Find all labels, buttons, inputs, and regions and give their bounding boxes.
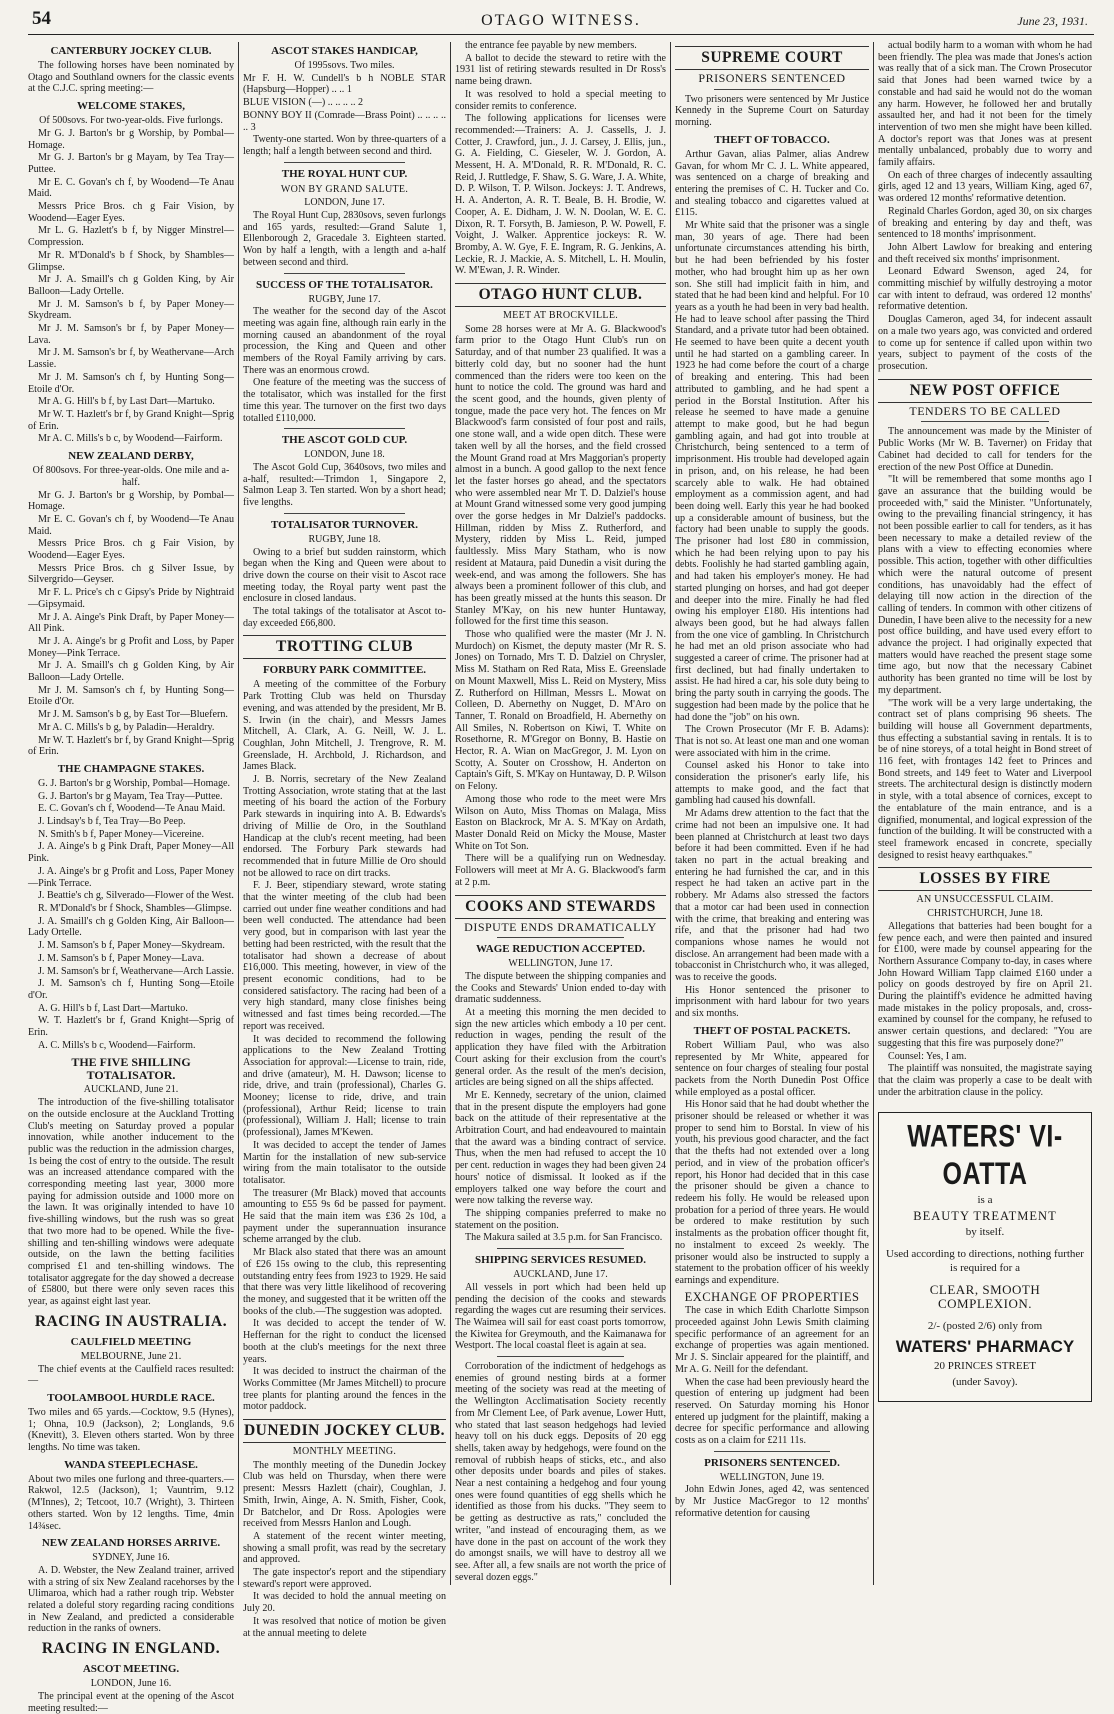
paragraph: Some 28 horses were at Mr A. G. Blackwood's farm prior to the Otago Hunt Club's run on Saturday, and of that number 23 qualified. It was a bitterly cold day, but no sooner had the hunt commenced than the riders were too keen on the hunt to notice the cold. The ground was hard and the scent good, and the hounds, given plenty of tongue, made the pace very hot. The fences on Mr Blackwood's farm consisted of four post and rails, one stone wall, and a wide open ditch. These were taken well by all the horses, and the field crossed the Mount Grand road at Mrs Maggorian's property almost in a bunch. A good gallop to the next fence let the faster horses go ahead, and the spectators who were assembled near Mr T. D. Dalziel's house at Mount Grand witnessed some very good jumping over the gorse hedges in Mr Dalziel's paddocks. Hillman, ridden by Miss Z. Rutherford, and Mystery, ridden by Miss L. Reid, jumped faultlessly. Miss Mary Statham, who is now resident at Mataura, paid Dunedin a visit during the week-end, and was among the followers. She has always been a prominent follower of this club, and has been greatly missed at the hunts this season. Dr Stanley M'Kay, on his new hunter Huntaway, followed for the first time this season. xyxy=(455,323,666,628)
paragraph: His Honor said that he had doubt whether the prisoner should be released or whether it was proper to send him to Borstal. In view of his youth, his previous good character, and the fact that the thefts had not extended over a long period, and in view of the probation officer's report, his Honor had decided that in this case the prisoner should be given a chance to redeem his folly. He would be released upon probation for a period of three years. He would be ordered to make restitution by such instalments as the probation officer thought fit, no instalment to exceed 2s weekly. The prisoner would also be instructed to supply a statement to the probation officer of his weekly earnings and expenditure. xyxy=(675,1099,869,1286)
ad-line: BEAUTY TREATMENT xyxy=(913,1209,1057,1224)
entry-item: Mr G. J. Barton's br g Worship, by Pombal—Homage. xyxy=(28,489,234,513)
divider xyxy=(921,421,1049,422)
theft-postal-article xyxy=(675,1040,869,1287)
paragraph: F. J. Beer, stipendiary steward, wrote stating that the winter meeting of the club had been carried out under fine weather conditions and had been well conducted. The attendance had been very good, but in comparison with last year the betting had been restricted, with the result that the totalisator had shown a decrease of about £16,000. This meeting, however, in view of the present economic conditions, had to be considered satisfactory. The racing had been of a very high standard, many close finishes being witnessed and fast times being recorded.—The report was received. xyxy=(243,880,446,1032)
post-office-article xyxy=(878,426,1092,861)
ad-line: is a xyxy=(977,1194,993,1207)
issue-date: June 23, 1931. xyxy=(1017,14,1088,28)
column-5 xyxy=(878,40,1092,1587)
dateline: AUCKLAND, June 17. xyxy=(513,1269,608,1281)
paragraph: The plaintiff was nonsuited, the magistrate saying that the claim was properly a case to be dealt with under the arbitration clause in the policy. xyxy=(878,1063,1092,1098)
dateline: CHRISTCHURCH, June 18. xyxy=(927,908,1043,920)
otago-hunt-heading: OTAGO HUNT CLUB. xyxy=(478,286,643,304)
ad-line: CLEAR, SMOOTH COMPLEXION. xyxy=(929,1282,1041,1312)
paragraph: Robert William Paul, who was also represented by Mr White, appeared for sentence on four charges of stealing four postal packets from the North Dunedin Post Office while employed as a postal officer. xyxy=(675,1039,869,1098)
divider xyxy=(497,937,624,938)
page-number: 54 xyxy=(32,8,51,29)
theft-postal-heading: THEFT OF POSTAL PACKETS. xyxy=(693,1024,851,1037)
entry-item: E. C. Govan's ch f, Woodend—Te Anau Maid. xyxy=(38,803,226,815)
dunedin-continued xyxy=(455,40,666,277)
divider xyxy=(497,1356,624,1357)
theft-tobacco-heading: THEFT OF TOBACCO. xyxy=(714,133,830,146)
paragraph: It was decided to instruct the chairman of the Works Committee (Mr James Mitchell) to procure tree plants for planting around the fences in the motor paddock. xyxy=(243,1366,446,1413)
entry-item: J. Lindsay's b f, Tea Tray—Bo Peep. xyxy=(38,816,186,828)
column-3 xyxy=(455,40,666,1587)
entry-item: Mr G. J. Barton's br g Worship, by Pombal—Homage. xyxy=(28,127,234,151)
entry-item: Mr J. M. Samson's b g, by East Tor—Bluefern. xyxy=(38,709,228,721)
cjc-intro: The following horses have been nominated by Otago and Southland owners for the classic events at the C.J.C. spring meeting:— xyxy=(28,60,234,95)
entry-item: Mr A. G. Hill's b f, by Last Dart—Martuko. xyxy=(38,396,215,408)
paragraph: It was decided to recommend the following applications to the New Zealand Trotting Association for approval:—License to train, ride, and drive (amateur), M. H. Dawson; license to ride, drive, and train (professional), Charles G. Mooney; license to ride, drive, and train (professional), Arthur Reid; license to train (professional), William J. Hall; license to train (professional), James M'Kewen. xyxy=(243,1033,446,1139)
entry-item: Mr J. M. Samson's ch f, by Hunting Song—Etoile d'Or. xyxy=(28,371,234,395)
entry-item: Mr E. C. Govan's ch f, by Woodend—Te Anau Maid. xyxy=(28,513,234,537)
paragraph: Those who qualified were the master (Mr J. N. Murdoch) on Kismet, the deputy master (Mr R. S. Jones) on Tornado, Mrs T. D. Dalziel on Chrysler, Miss M. Statham on Red Rata, Miss E. Greenslade on Mount Maxwell, Miss L. Reid on Mystery, Miss Z. Rutherford on Hillman, Messrs L. Mowat on Colleen, D. Abernethy on Nugget, D. M'Aro on Tanner, T. Ronald on Broadfield, H. Abernethy on All Smiles, N. Robertson on Kiwi, T. White on Rosethorne, R. M'Gregor on Bonny, B. Hastie on Hector, R. A. Wian on MacGregor, J. M. Lyon on Scotty, A. Souter on Crosshow, H. Anderton on Captain's Gift, S. M'Kay on Huntaway, D. P. Wilson on Felony. xyxy=(455,629,666,793)
paragraph: A ballot to decide the steward to retire with the 1931 list of retiring stewards resulted in Dr Ross's name being drawn. xyxy=(455,52,666,88)
paragraph: The following applications for licenses were recommended:—Trainers: A. J. Cassells, J. J. Cotter, J. Crawford, jun., J. J. Carsey, J. Ellis, jun., G. A. Fielding, C. Gieseler, W. J. Gordon, A. Messent, H. A. M'Donald, R. R. M'Donald, R. C. Reid, J. Ruttledge, F. Shaw, S. G. Ware, J. A. White, D. P. Wilson, T. P. Wilson. Jockeys: J. T. Andrews, H. A. Anderton, A. R. T. Beale, B. H. Brodie, W. Cooper, A. E. Didham, J. W. N. Doolan, W. E. C. Dixon, R. T. Forsyth, B. Jamieson, P. W. Powell, F. Voight, J. Walker. Apprentice jockeys: R. W. Bromby, A. W. Gye, F. E. Ingram, R. G. Jenkins, A. Leckie, R. J. Mackie, A. S. Mitchell, L. H. Moulin, W. M'Ewan, J. R. Winder. xyxy=(455,113,666,277)
hunt-cup-article: The Royal Hunt Cup, 2830sovs, seven furlongs and 165 yards, resulted:—Grand Salute 1, Ellenborough 2, Gracedale 3. Eighteen started. Won by half a length, with a length and a-half between second and third. xyxy=(243,210,446,268)
ascot-stakes-desc: Of 1995sovs. Two miles. xyxy=(294,60,395,71)
totalisator-article: The introduction of the five-shilling totalisator on the outside enclosure at the Auckland Trotting Club's meeting on Saturday proved a popular innovation, while another inducement to the public was the reduction in the admission charges, 1s being the cost of entry to the outside. The result was an increased attendance compared with the corresponding meeting last year, 3000 more paying for admission outside and 1000 more on the lawn. It was originally intended to have 10 five-shilling windows, but the rush was so great that two more had to be opened. While the five-shilling and ten-shilling windows were adequate outside, on the lawn the betting facilities comprised £1 and ten-shilling windows. The totalisator aggregate for the day showed a decrease of £5800, but there were only seven races this year, as against eight last year. xyxy=(28,1097,234,1308)
gold-cup-heading: THE ASCOT GOLD CUP. xyxy=(281,434,408,447)
divider xyxy=(497,1248,624,1249)
forbury-heading: FORBURY PARK COMMITTEE. xyxy=(262,664,427,677)
forbury-article xyxy=(243,679,446,1413)
entry-item: J. A. Smaill's ch g Golden King, Air Balloon—Lady Ortelle. xyxy=(28,915,234,939)
paragraph: His Honor sentenced the prisoner to imprisonment with hard labour for two years and six months. xyxy=(675,984,869,1020)
entry-item: Mr J. M. Samson's ch f, by Hunting Song—Etoile d'Or. xyxy=(28,684,234,708)
paragraph: The case in which Edith Charlotte Simpson proceeded against John Lewis Smith claiming specific performance of an agreement for an exchange of properties was again mentioned. Mr J. S. Sinclair appeared for the plaintiff, and Mr A. G. Neill for the defendant. xyxy=(675,1305,869,1375)
dunedin-jockey-heading: DUNEDIN JOCKEY CLUB. xyxy=(243,1422,446,1440)
entry-item: Mr J. A. Ainge's Pink Draft, by Paper Money—All Pink. xyxy=(28,611,234,635)
exchange-article xyxy=(675,1305,869,1446)
paragraph: actual bodily harm to a woman with whom he had been friendly. The plea was made that Jones's action was really that of a sick man. The Crown Prosecutor said that Jones had been warned twice by a constable and had said he would not do the woman any harm. However, he followed her and brutally assaulted her, and had it not been for the timely intervention of two men she might have been killed. A doctor's report was that Jones was at present mentally unbalanced, probably due to worry and family affairs. xyxy=(878,40,1092,169)
dateline: MELBOURNE, June 21. xyxy=(80,1350,182,1362)
entry-item: J. M. Samson's br f, Weathervane—Arch Lassie. xyxy=(38,965,234,977)
paragraph: John Albert Lawlow for breaking and entering and theft received six months' imprisonment. xyxy=(878,241,1092,265)
dunedin-subheading: MONTHLY MEETING. xyxy=(292,1446,397,1458)
shipping-heading: SHIPPING SERVICES RESUMED. xyxy=(474,1254,647,1267)
waters-vioatta-advertisement xyxy=(878,1112,1092,1402)
paragraph: Mr E. Kennedy, secretary of the union, claimed that in the present dispute the employers had gone back on the attitude of their representative at the Arbitration Court, and had endeavoured to maintain that the award was a binding contract of service. Thus, when the men had refused to accept the 10 per cent. reduction in wages they had been given 24 hours' notice of dismissal. It looked as if the employers talked one way before the court and were now talking the reverse way. xyxy=(455,1089,666,1207)
ascot-meeting-heading: ASCOT MEETING. xyxy=(82,1663,180,1676)
paragraph: Leonard Edward Swenson, aged 24, for committing mischief by wilfully destroying a motor car with intent to defraud, was ordered 12 months' reformative detention. xyxy=(878,266,1092,313)
hedgehog-article: Corroboration of the indictment of hedgehogs as enemies of ground nesting birds at a former meeting of the society was read at the meeting of the Wellington Acclimatisation Society recently from Mr Clement Lee, of Park avenue, Lower Hutt, who stated that last season hedgehogs had levied heavy toll on his duck eggs. Deposits of 20 egg shells, taken away by hedgehogs, were found on the removal of rubbish heaps of sticks, etc., and also other deposits under boards and piles of stakes. Near a nest containing a hedgehog and four young ones were found quantities of egg shells which he identified as those from his ducks. "They seem to be getting as destructive as rats," concluded the writer, "and instead of encouraging them, as we have done in the past on account of the work they do amongst snails, we will have to destroy all we see. After all, a few snails are not worth the price of several dozen eggs." xyxy=(455,1361,666,1583)
cooks-subheading: DISPUTE ENDS DRAMATICALLY xyxy=(464,919,657,934)
paragraph: At a meeting this morning the men decided to sign the new articles which embody a 10 per cent. reduction in wages, pending the result of the application they have filed with the Arbitration Court asking for their exclusion from the court's general order. As the result of the men's decision, articles are being signed on all the ships affected. xyxy=(455,1007,666,1089)
wanda-heading: WANDA STEEPLECHASE. xyxy=(64,1458,198,1471)
paragraph: "It will be remembered that some months ago I gave an assurance that the building would be proceeded with," said the Minister. "Unfortunately, owing to the prevailing financial stringency, it has not been possible earlier to call for tenders, as it has been necessary to make a detailed review of the plans with a view to effecting economies where possible. This action, together with other difficulties which were the natural outcome of present conditions, has unavoidably had the effect of delaying till now action in the direction of the calling of tenders. In common with other citizens of Dunedin, I have been alive to the necessity for a new post office building, and have used every effort to advance the project. I had originally expected that matters would have reached the present stage some time ago, but now that the necessary Cabinet authority has been granted no time will be lost by my department. xyxy=(878,474,1092,696)
paragraph: the entrance fee payable by new members. xyxy=(465,40,637,51)
theft-tobacco-article xyxy=(675,149,869,1020)
post-office-heading: NEW POST OFFICE xyxy=(909,381,1061,399)
supreme-court-heading: SUPREME COURT xyxy=(701,49,843,66)
entry-item: Mr J. A. Ainge's br g Profit and Loss, by Paper Money—Pink Terrace. xyxy=(28,635,234,659)
ad-line: by itself. xyxy=(965,1226,1005,1239)
toolambool-result: Two miles and 65 yards.—Cocktow, 9.5 (Hynes), 1; Ohna, 10.9 (Jackson), 2; Longlands, 9.6 (Knevitt), 3. Eleven others started. Won by three lengths. No time was taken. xyxy=(28,1406,234,1454)
welcome-stakes-entries xyxy=(28,128,234,445)
entry-item: G. J. Barton's br g Worship, Pombal—Homage. xyxy=(38,777,231,789)
divider xyxy=(284,273,406,274)
paragraph: The announcement was made by the Minister of Public Works (Mr W. B. Taverner) on Friday that Cabinet had decided to call for tenders for the erection of the new Post Office at Dunedin. xyxy=(878,426,1092,473)
paragraph: When the case had been previously heard the question of entering up judgment had been reserved. On Saturday morning his Honor entered up judgment for the plaintiff, making a decree for specific performance and allowing costs as on a claim for £211 11s. xyxy=(675,1376,869,1447)
divider xyxy=(714,1451,830,1452)
cjc-heading: CANTERBURY JOCKEY CLUB. xyxy=(50,45,212,57)
result-line: BLUE VISION (—) .. .. .. .. 2 xyxy=(243,97,364,109)
entry-item: Mr J. M. Samson's br f, by Weathervane—Arch Lassie. xyxy=(28,347,234,371)
result-line: Mr F. H. W. Cundell's b h NOBLE STAR (Hapsburg—Hopper) .. .. 1 xyxy=(243,72,446,96)
paragraph: "The work will be a very large undertaking, the contract set of plans comprising 96 sheets. The building will house all Government departments, thus effecting a substantial saving in rentals. It is to be of nine storeys, of a total height in Bond street of 116 feet, with frontages 142 feet to Princes and Bond streets, and 149 feet to Water and Liverpool streets. The architectural design is distinctly modern in style, with a total absence of cornices, except to the entablature of the main entrance, and is a dignified, monumental, and logical expression of the function of the building. It will be constructed with a steel framework encased in concrete, specially designed to resist heavy earthquakes." xyxy=(878,697,1092,861)
wellington-prisoners-heading: PRISONERS SENTENCED. xyxy=(704,1456,840,1469)
entry-item: W. T. Hazlett's br f, Grand Knight—Sprig of Erin. xyxy=(28,1015,234,1039)
nz-horses-article: A. D. Webster, the New Zealand trainer, arrived with a string of six New Zealand racehorses by the Ulimaroa, which had a rather rough trip. Webster related a doleful story regarding racing conditions in New Zealand, and predicted a considerable reduction in the ranks of owners. xyxy=(28,1564,234,1635)
entry-item: R. M'Donald's br f Shock, Shambles—Glimpse. xyxy=(38,903,232,914)
shipping-article: All vessels in port which had been held up pending the decision of the cooks and stewards regarding the wages cut are resuming their services. The Waimea will sail for east coast ports tomorrow, the Kiwitea for Greymouth, and the Kaimanawa for Westport. The local coastal fleet is again at sea. xyxy=(455,1281,666,1352)
ad-line: 2/- (posted 2/6) only from xyxy=(927,1320,1043,1333)
dateline: WELLINGTON, June 19. xyxy=(719,1471,825,1483)
entry-item: Mr F. L. Price's ch c Gipsy's Pride by Nightraid—Gipsymaid. xyxy=(28,587,234,610)
paragraph: Arthur Gavan, alias Palmer, alias Andrew Gavan, for whom Mr C. J. L. White appeared, was sentenced on a charge of breaking and entering the premises of C. H. Tucker and Co. and stealing tobacco and cigarettes valued at £115. xyxy=(675,148,869,219)
entry-item: G. J. Barton's br g Mayam, Tea Tray—Puttee. xyxy=(38,790,223,802)
prisoners-subheading: PRISONERS SENTENCED xyxy=(698,71,846,85)
paragraph: Douglas Cameron, aged 34, for indecent assault on a male two years ago, was convicted and ordered to come up for sentence if called upon within two years, subject to payment of the costs of the prosecution. xyxy=(878,314,1092,372)
exchange-heading: EXCHANGE OF PROPERTIES xyxy=(684,1289,860,1304)
ascot-stakes-heading: ASCOT STAKES HANDICAP, xyxy=(271,45,418,57)
entry-item: Mr J. A. Smaill's ch g Golden King, by Air Balloon—Lady Ortelle. xyxy=(28,274,234,297)
entry-item: A. C. Mills's b c, Woodend—Fairform. xyxy=(38,1039,196,1051)
trotting-club-heading: TROTTING CLUB xyxy=(276,638,413,656)
entry-item: Mr W. T. Hazlett's br f, by Grand Knight—Sprig of Erin. xyxy=(28,408,234,432)
entry-item: Messrs Price Bros. ch g Fair Vision, by Woodend—Eager Eyes. xyxy=(28,538,234,562)
hunt-article xyxy=(455,324,666,889)
dateline: LONDON, June 17. xyxy=(304,197,385,209)
entry-item: J. A. Ainge's b g Pink Draft, Paper Money—All Pink. xyxy=(28,841,234,865)
success-heading: SUCCESS OF THE TOTALISATOR. xyxy=(256,278,433,291)
entry-item: N. Smith's b f, Paper Money—Vicereine. xyxy=(38,828,205,840)
paragraph: Mr Adams drew attention to the fact that the crime had not been an impulsive one. It had been planned at Christchurch at least two days before it had been committed. Even if he had taken no part in the actual breaking and entering he had furnished the car, and in this respect he had taken an active part in the robbery. Mr Adams also stressed the factors that a motor car had been used in connection with the crime, that breaking and entering was rife, and that the prisoner had had two companions whose names he would not disclose. An arrangement had been made with a tobacconist in Christchurch who, it was alleged, was to receive the goods. xyxy=(675,808,869,984)
turnover-paragraph: Owing to a brief but sudden rainstorm, which began when the King and Queen were about to drive down the course on their visit to Ascot race meeting today, the Royal party went past the enclosure in closed landaus. xyxy=(243,546,446,605)
champagne-heading: THE CHAMPAGNE STAKES. xyxy=(57,762,205,775)
hunt-cup-subheading: WON BY GRAND SALUTE. xyxy=(280,183,409,195)
caulfield-intro: The chief events at the Caulfield races resulted:— xyxy=(28,1363,234,1387)
dateline: LONDON, June 16. xyxy=(90,1678,172,1690)
racing-australia-heading: RACING IN AUSTRALIA. xyxy=(34,1312,228,1330)
turnover-heading: TOTALISATOR TURNOVER. xyxy=(271,518,418,531)
hunt-cup-heading: THE ROYAL HUNT CUP. xyxy=(281,167,408,180)
dateline: AUCKLAND, June 21. xyxy=(83,1084,179,1096)
wanda-result: About two miles one furlong and three-quarters.—Rakwol, 12.5 (Jackson), 1; Vauntrim, 9.12 (M'Innes), 2; Tetcoot, 10.7 (Wright), 3. Thirteen others started. Won by 12 lengths. Time, 4min 14¾sec. xyxy=(28,1473,234,1532)
column-1 xyxy=(28,40,234,1714)
welcome-stakes-heading: WELCOME STAKES, xyxy=(77,100,185,113)
caulfield-heading: CAULFIELD MEETING xyxy=(70,1335,192,1348)
entry-item: Mr G. J. Barton's br g Mayam, by Tea Tray—Puttee. xyxy=(28,152,234,175)
derby-heading: NEW ZEALAND DERBY, xyxy=(68,450,194,463)
entry-item: J. M. Samson's b f, Paper Money—Lava. xyxy=(38,952,205,964)
prisoners-continued xyxy=(878,40,1092,373)
column-2 xyxy=(243,40,446,1639)
success-paragraph: One feature of the meeting was the success of the totalisator, which was installed for the first time this year. The turnover on the first two days totalled £110,000. xyxy=(243,377,446,424)
paragraph: The monthly meeting of the Dunedin Jockey Club was held on Thursday, when there were present: Messrs Hazlett (chair), Coughlan, J. Smith, Irwin, Ainge, A. N. Smith, Fisher, Cook, Dr Batchelor, and Dr Ross. Apologies were received from Messrs Hanlon and Lough. xyxy=(243,1459,446,1530)
entry-item: Mr R. M'Donald's b f Shock, by Shambles—Glimpse. xyxy=(28,249,234,273)
court-intro: Two prisoners were sentenced by Mr Justice Kennedy in the Supreme Court on Saturday morning. xyxy=(675,93,869,129)
column-rule xyxy=(873,42,874,1585)
column-rule xyxy=(670,42,671,1585)
gold-cup-article: The Ascot Gold Cup, 3640sovs, two miles and a-half, resulted:—Trimdon 1, Singapore 2, Salmon Leap 3. Ten started. Won by a short head; five lengths. xyxy=(243,461,446,509)
entry-item: Mr J. M. Samson's b f, by Paper Money—Skydream. xyxy=(28,298,234,322)
masthead xyxy=(28,8,1094,35)
dateline: RUGBY, June 17. xyxy=(308,293,381,305)
paragraph: There will be a qualifying run on Wednesday. Followers will meet at Mr A. G. Blackwood's farm at 2 p.m. xyxy=(455,853,666,888)
ascot-meeting-article: The principal event at the opening of the Ascot meeting resulted:— xyxy=(28,1690,234,1714)
champagne-entries xyxy=(28,778,234,1051)
entry-item: Mr A. C. Mills's b g, by Paladin—Heraldry. xyxy=(38,721,215,733)
dateline: WELLINGTON, June 17. xyxy=(508,958,613,970)
paragraph: On each of three charges of indecently assaulting girls, aged 12 and 13 years, William King, aged 67, was ordered 12 months' reformative detention. xyxy=(878,169,1092,205)
dunedin-article xyxy=(243,1460,446,1640)
entry-item: J. A. Ainge's br g Profit and Loss, Paper Money—Pink Terrace. xyxy=(28,865,234,889)
paragraph: A statement of the recent winter meeting, showing a small profit, was read by the secretary and approved. xyxy=(243,1530,446,1566)
paragraph: The dispute between the shipping companies and the Cooks and Stewards' Union ended to-day with dramatic suddenness. xyxy=(455,970,666,1006)
tenders-subheading: TENDERS TO BE CALLED xyxy=(909,403,1061,418)
paragraph: It was resolved that notice of motion be given at the annual meeting to delete xyxy=(243,1615,446,1639)
entry-item: Messrs Price Bros. ch g Fair Vision, by Woodend—Eager Eyes. xyxy=(28,201,234,224)
paragraph: It was resolved to hold a special meeting to consider remits to conference. xyxy=(455,88,666,112)
paragraph: J. B. Norris, secretary of the New Zealand Trotting Association, wrote stating that at the last meeting of his board the action of the Forbury Park stewards in inquiring into A. B. Edwards's driving of Millie de Oro, in the Southland Handicap at the club's recent meeting, had been endorsed. The Forbury Park stewards had recommended that in future Millie de Oro should not be allowed to race on dirt tracks. xyxy=(243,774,446,879)
dateline: LONDON, June 18. xyxy=(304,449,385,461)
paragraph: The gate inspector's report and the stipendiary steward's report were approved. xyxy=(243,1567,446,1590)
hunt-subheading: MEET AT BROCKVILLE. xyxy=(502,310,619,322)
paragraph: The Crown Prosecutor (Mr F. B. Adams): That is not so. At least one man and one woman were associated with him in the crime. xyxy=(675,724,869,759)
derby-entries xyxy=(28,490,234,758)
entry-item: Mr J. M. Samson's br f, by Paper Money—Lava. xyxy=(28,323,234,346)
column-rule xyxy=(450,42,451,1585)
paragraph: The treasurer (Mr Black) moved that accounts amounting to £55 9s 6d be passed for payment. He said that the main item was £36 2s 10d, a payment under the superannuation insurance scheme arranged by the club. xyxy=(243,1187,446,1246)
divider xyxy=(284,513,406,514)
entry-item: A. G. Hill's b f, Last Dart—Martuko. xyxy=(38,1002,188,1014)
paragraph: Mr Black also stated that there was an amount of £26 15s owing to the club, this representing outstanding entry fees from 1923 to 1929. He said that there was very little likelihood of recovering the money, and suggested that it be written off the books of the club.—The suggestion was adopted. xyxy=(243,1247,446,1317)
cooks-heading: COOKS AND STEWARDS xyxy=(465,897,656,915)
derby-desc: Of 800sovs. For three-year-olds. One mile and a-half. xyxy=(32,465,230,488)
nz-horses-heading: NEW ZEALAND HORSES ARRIVE. xyxy=(41,1537,221,1550)
paragraph: Mr White said that the prisoner was a single man, 30 years of age. There had been unfortunate circumstances attending his birth, but he had been befriended by his foster mother, who had brought him up as her own son. She still had implicit faith in him, and stated that he had been kind and helpful. For 10 years as a youth he had been in very bad health. He had to leave school after passing the Third Standard, and a private tutor had been obtained. He seemed to have been quite a decent youth until he had started on a gambling career. In 1923 he had come before the court of a charge of breaking and entering. This had been attributed to gambling, and he had spent a period in the Borstal Institution. After his release he seemed to have made a genuine attempt to make good, but he had begun gambling again, and had got into trouble at Christchurch, being sentenced to a term of imprisonment. His trouble had developed again in prison, and, on his release, he had been scarcely able to walk. He had obtained employment as a commission agent, and had been doing well. Early this year he had booked up a considerable amount of business, but the factory had been unable to supply the goods. The prisoner had lost £80 in commission, which he had been relying upon to pay his debts. Foolishly he had started gambling again, and had taken his employer's money. He had started plunging on horses, and had got deeper and deeper into the mire. Finally he had fled owing his employer £180. His intentions had always been good, but he had always fallen from the one vice of gambling. In Christchurch he had met an old prison associate who had suggested a career of crime. The prisoner had at first declined, but had finally undertaken to assist. He had hired a car, his sole duty being to bring the party south in carrying the goods. The suggestion had been made by the police that he had done the "job" on his own. xyxy=(675,220,869,723)
dateline: SYDNEY, June 16. xyxy=(92,1552,170,1564)
entry-item: Messrs Price Bros. ch g Silver Issue, by Silvergrido—Geyser. xyxy=(28,562,234,586)
success-paragraph: The weather for the second day of the Ascot meeting was again fine, although rain early in the morning caused an abandonment of the royal procession, the King and Queen and other members of the Royal Family arriving by cars. There was an enormous crowd. xyxy=(243,306,446,376)
ascot-stakes-results xyxy=(243,73,446,134)
ad-brand: WATERS' VI-OATTA xyxy=(907,1119,1063,1192)
result-line: BONNY BOY II (Comrade—Brass Point) .. .. .. .. .. 3 xyxy=(243,109,446,133)
ad-address: (under Savoy). xyxy=(952,1376,1018,1389)
paragraph: Among those who rode to the meet were Mrs Wilson on Auto, Miss Thomas on Malaga, Miss Easton on Blackrock, Mr A. S. M'Kay on Ardath, Master Donald Reid on Micky the Mouse, Master White on Tot Son. xyxy=(455,793,666,852)
wage-heading: WAGE REDUCTION ACCEPTED. xyxy=(476,943,645,956)
paragraph: The shipping companies preferred to make no statement on the position. xyxy=(455,1207,666,1231)
divider xyxy=(714,89,830,90)
ad-pharmacy-name: WATERS' PHARMACY xyxy=(895,1337,1075,1357)
entry-item: J. Beattie's ch g, Silverado—Flower of the West. xyxy=(38,890,234,902)
totalisator-heading: THE FIVE SHILLING TOTALISATOR. xyxy=(71,1055,191,1083)
entry-item: J. M. Samson's ch f, Hunting Song—Etoile d'Or. xyxy=(28,978,234,1001)
entry-item: Mr E. C. Govan's ch f, by Woodend—Te Anau Maid. xyxy=(28,176,234,200)
paragraph: Allegations that batteries had been bought for a few pence each, and were then painted and insured for £100, were made by counsel appearing for the Northern Assurance Company to-day, in cases where John Howard William Tapp claimed £160 under a policy on goods destroyed by fire on April 21. During the plaintiff's evidence he admitted having made mistakes in the policy proposals, and, cross-examined by counsel for the company, he refused to answer certain questions, and declared: "You are suggesting that this fire was purposely done?" xyxy=(878,920,1092,1049)
fire-article xyxy=(878,921,1092,1099)
paragraph: Counsel: Yes, I am. xyxy=(888,1050,967,1062)
ad-line: Used according to directions, nothing further is required for a xyxy=(886,1248,1084,1275)
wellington-prisoners-article: John Edwin Jones, aged 42, was sentenced by Mr Justice MacGregor to 12 months' reformative detention for causing xyxy=(675,1484,869,1519)
entry-item: Mr A. C. Mills's b c, by Woodend—Fairform. xyxy=(38,433,223,445)
wage-article xyxy=(455,971,666,1244)
losses-by-fire-heading: LOSSES BY FIRE xyxy=(919,870,1051,888)
ascot-stakes-note: Twenty-one started. Won by three-quarters of a length; half a length between second and third. xyxy=(243,134,446,157)
paragraph: It was decided to accept the tender of James Martin for the installation of new sub-service wiring from the main totalisator to the outside totalisator. xyxy=(243,1139,446,1186)
paragraph: It was decided to accept the tender of W. Heffernan for the right to conduct the licensed booth at the club's meetings for the next three years. xyxy=(243,1318,446,1365)
racing-england-heading: RACING IN ENGLAND. xyxy=(41,1640,221,1658)
entry-item: Mr W. T. Hazlett's br f, by Grand Knight—Sprig of Erin. xyxy=(28,734,234,758)
toolambool-heading: TOOLAMBOOL HURDLE RACE. xyxy=(47,1391,215,1404)
dateline: RUGBY, June 18. xyxy=(308,533,381,545)
paragraph: Reginald Charles Gordon, aged 30, on six charges of breaking and entering by day and theft, was sentenced to 18 months' imprisonment. xyxy=(878,205,1092,241)
column-4 xyxy=(675,40,869,1587)
welcome-stakes-desc: Of 500sovs. For two-year-olds. Five furlongs. xyxy=(39,115,223,127)
paragraph: Counsel asked his Honor to take into consideration the prisoner's early life, his attempts to make good, and the fact that gambling had caused his downfall. xyxy=(675,760,869,807)
column-rule xyxy=(238,42,239,1585)
ad-address: 20 PRINCES STREET xyxy=(933,1360,1037,1373)
paragraph: A meeting of the committee of the Forbury Park Trotting Club was held on Thursday evening, and was attended by the president, Mr B. S. Irwin (in the chair), and Messrs James Mitchell, A. Clark, A. G. Neill, W. J. L. Coughlan, John Mitchell, J. Trengrove, R. M. Greenslade, H. Archbold, J. Richardson, and James Black. xyxy=(243,679,446,773)
paragraph: The Makura sailed at 3.5 p.m. for San Francisco. xyxy=(465,1232,663,1244)
divider xyxy=(284,162,406,163)
paragraph: It was decided to hold the annual meeting on July 20. xyxy=(243,1591,446,1615)
turnover-paragraph: The total takings of the totalisator at Ascot to-day exceeded £66,800. xyxy=(243,606,446,629)
entry-item: J. M. Samson's b f, Paper Money—Skydream. xyxy=(38,940,225,952)
fire-subheading: AN UNSUCCESSFUL CLAIM. xyxy=(916,894,1054,906)
entry-item: Mr J. A. Smaill's ch g Golden King, by Air Balloon—Lady Ortelle. xyxy=(28,660,234,684)
newspaper-title: OTAGO WITNESS. xyxy=(481,12,641,29)
divider xyxy=(284,428,406,429)
entry-item: Mr L. G. Hazlett's b f, by Nigger Minstrel—Compression. xyxy=(28,225,234,249)
